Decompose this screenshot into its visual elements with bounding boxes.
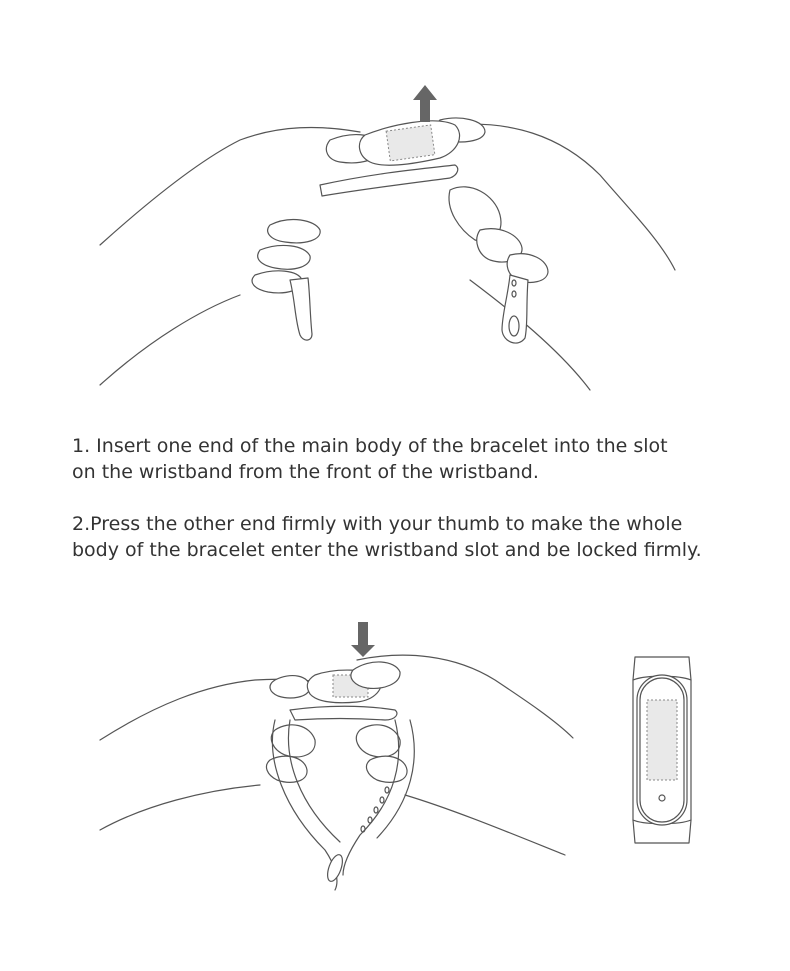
instruction-step-2 — [72, 511, 772, 563]
strap-holes — [361, 787, 389, 832]
up-arrow-icon — [413, 85, 437, 122]
step1-line1: 1. Insert one end of the main body of the bracelet into the slot — [72, 435, 668, 457]
tracker-screen — [647, 700, 677, 780]
step1-line2: on the wristband from the front of the wristband. — [72, 461, 539, 483]
left-strap — [290, 278, 312, 340]
band-frame — [320, 165, 458, 196]
top-illustration — [90, 80, 690, 400]
step2-line1: 2.Press the other end firmly with your thumb to make the whole — [72, 513, 683, 535]
right-thumb — [351, 662, 400, 688]
left-thumb — [270, 676, 310, 698]
down-arrow-icon — [351, 622, 375, 657]
band-frame — [290, 706, 397, 720]
assembled-band-illustration — [625, 655, 705, 845]
instruction-step-1 — [72, 433, 772, 485]
bottom-illustration — [95, 610, 575, 900]
step2-line2: body of the bracelet enter the wristband slot and be locked firmly. — [72, 539, 702, 561]
